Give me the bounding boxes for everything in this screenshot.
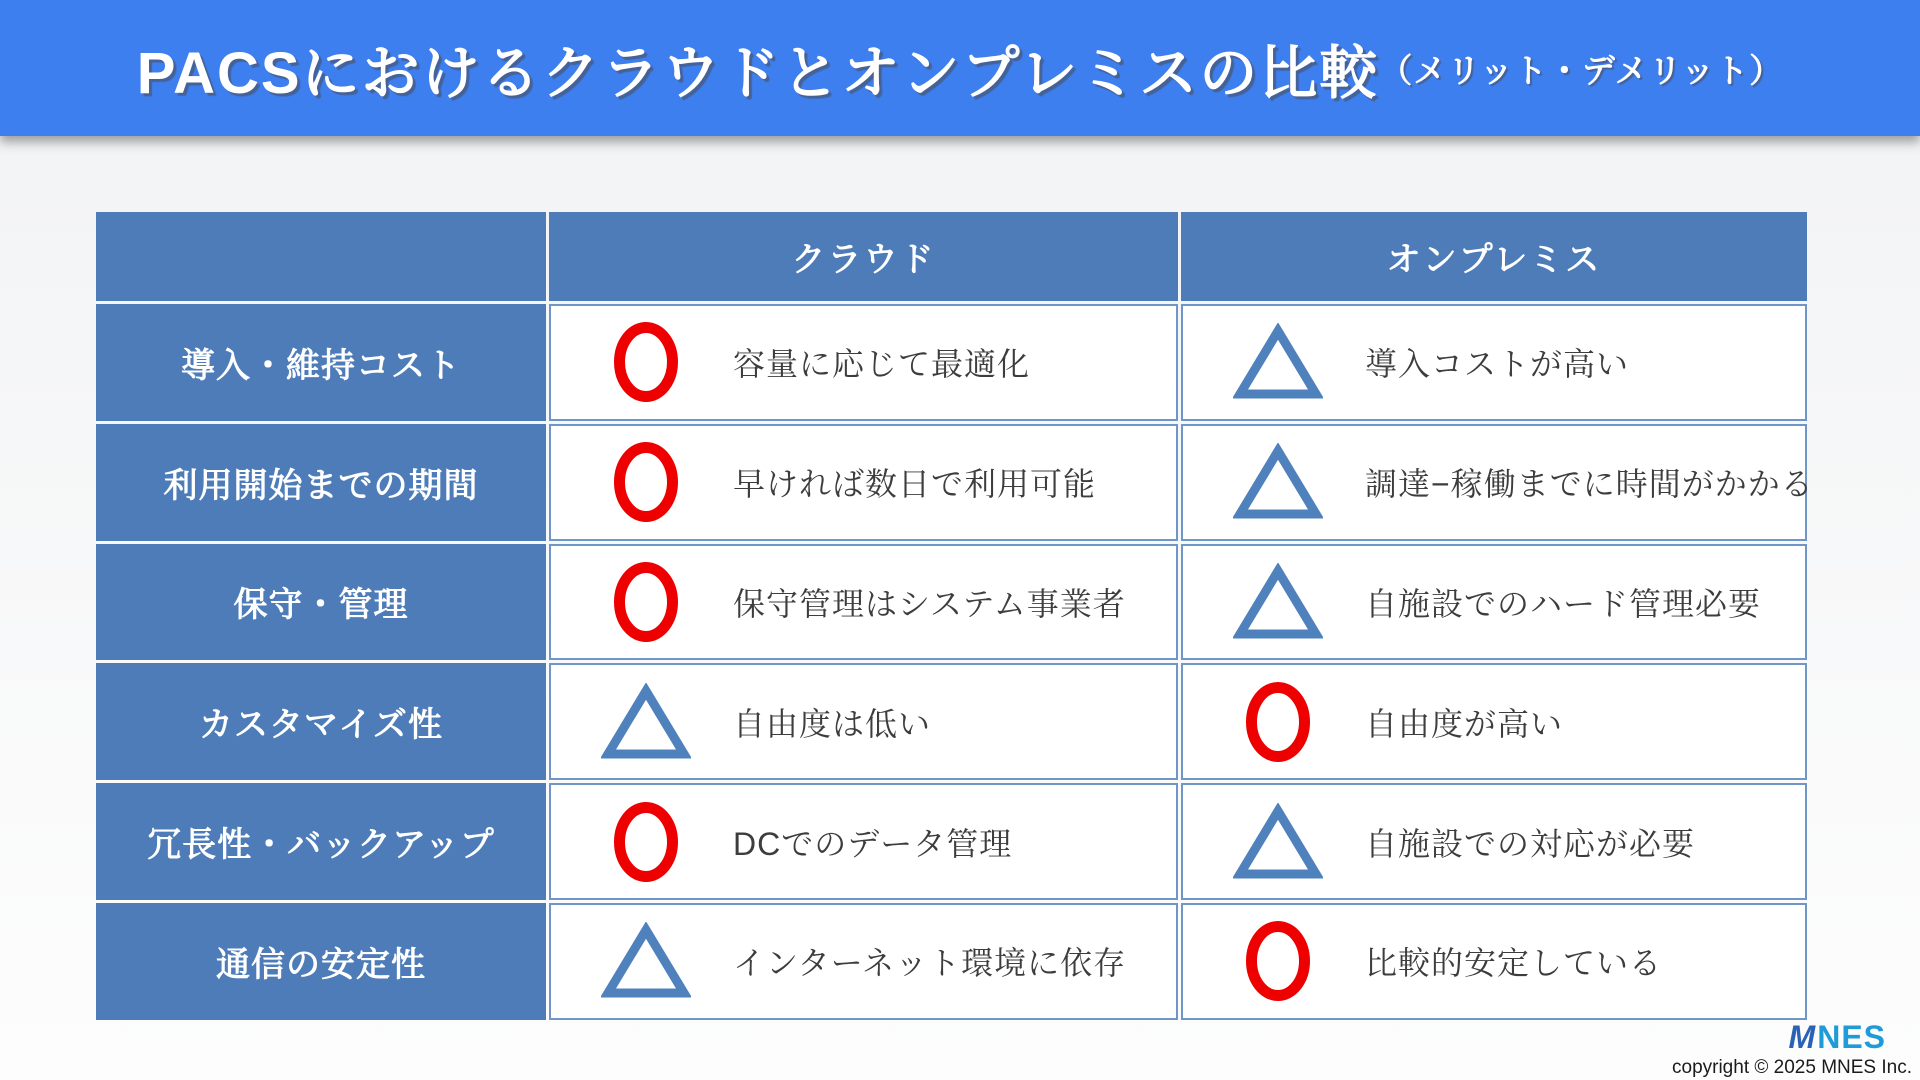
- cell-onprem: [1181, 783, 1807, 900]
- rating-symbol: [1233, 320, 1323, 404]
- rating-symbol: [601, 919, 691, 1003]
- footer: [1672, 1021, 1912, 1079]
- triangle-icon: [1233, 803, 1323, 881]
- cell-onprem: [1181, 544, 1807, 661]
- circle-icon: [613, 801, 679, 883]
- mnes-logo: [1789, 1021, 1886, 1053]
- column-header-cloud: クラウド: [549, 212, 1178, 301]
- cell-text: 容量に応じて最適化: [733, 346, 1031, 383]
- triangle-icon: [601, 922, 691, 1000]
- cell-cloud: [549, 783, 1178, 900]
- rating-symbol: [1233, 680, 1323, 764]
- cell-text: 早ければ数日で利用可能: [733, 466, 1097, 503]
- circle-icon: [613, 561, 679, 643]
- rating-symbol: [1233, 560, 1323, 644]
- rating-symbol: [601, 680, 691, 764]
- cell-text: 自由度は低い: [733, 705, 932, 742]
- cell-text: 自施設での対応が必要: [1365, 825, 1696, 862]
- page-title: PACSにおけるクラウドとオンプレミスの比較: [136, 41, 1380, 106]
- cell-text: 自由度が高い: [1365, 705, 1564, 742]
- cell-onprem: [1181, 663, 1807, 780]
- rating-symbol: [601, 560, 691, 644]
- circle-icon: [613, 321, 679, 403]
- rating-symbol: [601, 320, 691, 404]
- rating-symbol: [1233, 800, 1323, 884]
- cell-text: DCでのデータ管理: [733, 825, 1013, 862]
- page-title-sub: （メリット・デメリット）: [1379, 51, 1784, 89]
- triangle-icon: [1233, 563, 1323, 641]
- row-label: 導入・維持コスト: [96, 304, 546, 421]
- rating-symbol: [1233, 440, 1323, 524]
- mnes-logo-m: M: [1788, 1019, 1817, 1055]
- column-header-onprem: オンプレミス: [1181, 212, 1807, 301]
- row-label: カスタマイズ性: [96, 663, 546, 780]
- circle-icon: [1245, 681, 1311, 763]
- cell-cloud: [549, 663, 1178, 780]
- row-label: 利用開始までの期間: [96, 424, 546, 541]
- row-label: 保守・管理: [96, 544, 546, 661]
- cell-cloud: [549, 903, 1178, 1020]
- row-label: 冗長性・バックアップ: [96, 783, 546, 900]
- comparison-table: [96, 212, 1814, 1020]
- circle-icon: [613, 441, 679, 523]
- cell-text: 比較的安定している: [1365, 945, 1663, 982]
- corner-cell: [96, 212, 546, 301]
- circle-icon: [1245, 920, 1311, 1002]
- cell-cloud: [549, 304, 1178, 421]
- cell-cloud: [549, 544, 1178, 661]
- title-banner: [0, 0, 1920, 136]
- cell-onprem: [1181, 903, 1807, 1020]
- cell-text: 自施設でのハード管理必要: [1365, 585, 1762, 622]
- cell-text: 導入コストが高い: [1365, 346, 1630, 383]
- cell-text: インターネット環境に依存: [733, 945, 1127, 982]
- cell-text: 保守管理はシステム事業者: [733, 585, 1126, 622]
- cell-onprem: [1181, 304, 1807, 421]
- cell-onprem: [1181, 424, 1814, 541]
- cell-cloud: [549, 424, 1178, 541]
- rating-symbol: [1233, 919, 1323, 1003]
- triangle-icon: [1233, 323, 1323, 401]
- triangle-icon: [1233, 443, 1323, 521]
- mnes-logo-nes: NES: [1817, 1019, 1886, 1055]
- cell-text: 調達−稼働までに時間がかかる: [1365, 466, 1814, 503]
- rating-symbol: [601, 440, 691, 524]
- row-label: 通信の安定性: [96, 903, 546, 1020]
- rating-symbol: [601, 800, 691, 884]
- copyright-text: copyright © 2025 MNES Inc.: [1672, 1057, 1912, 1078]
- triangle-icon: [601, 683, 691, 761]
